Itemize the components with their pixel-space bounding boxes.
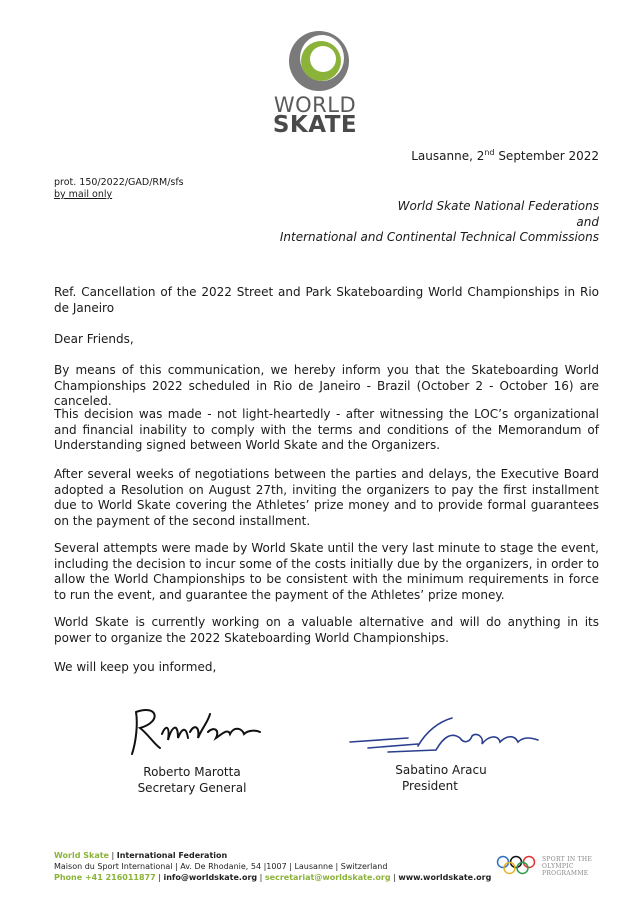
signatory-secretary	[122, 764, 262, 796]
footer-email-info[interactable]: info@worldskate.org	[163, 873, 258, 882]
signatory-president	[376, 762, 506, 794]
delivery-note: by mail only	[54, 189, 113, 200]
olympic-rings-icon	[496, 853, 536, 879]
signature-marotta-icon	[128, 704, 268, 764]
body-paragraph: Several attempts were made by World Skate until the very last minute to stage the event, including the decision to incur some of the costs initially due by the organizers, in order to allow the World Championships to be consistent with the minimum requirements in force to run the event, and guarantee the payment of the Athletes’ prize money.	[54, 541, 599, 602]
footer-separator: |	[390, 873, 399, 882]
footer	[54, 850, 491, 883]
date-prefix: Lausanne, 2	[411, 149, 485, 163]
olympic-programme-label	[542, 856, 592, 877]
date-ordinal: nd	[484, 148, 495, 157]
olympic-text-line: OLYMPIC	[542, 863, 574, 870]
footer-separator: |	[155, 873, 164, 882]
recipient-line: International and Continental Technical Commissions	[279, 230, 599, 244]
recipients-block	[280, 199, 599, 246]
signatory-name: Roberto Marotta	[143, 765, 241, 779]
body-paragraph: World Skate is currently working on a valuable alternative and will do anything in its power to organize the 2022 Skateboarding World Championships.	[54, 615, 599, 645]
footer-separator: |	[108, 851, 117, 860]
olympic-text-line: SPORT IN THE	[542, 856, 593, 863]
footer-org-desc: International Federation	[116, 851, 228, 860]
greeting: Dear Friends,	[54, 332, 134, 346]
footer-line-1	[54, 850, 491, 861]
body-paragraph: By means of this communication, we hereby inform you that the Skateboarding World Championships 2022 scheduled in Rio de Janeiro - Brazil (October 2 - October 16) are canceled.	[54, 363, 599, 408]
footer-website[interactable]: www.worldskate.org	[398, 873, 492, 882]
brand-line-skate: SKATE	[272, 112, 358, 138]
world-skate-logo-icon	[286, 28, 352, 94]
closing-line: We will keep you informed,	[54, 660, 217, 674]
body-paragraph: After several weeks of negotiations between the parties and delays, the Executive Board adopted a Resolution on August 27th, inviting the organizers to pay the first installment due to World Skate covering the Athletes’ prize money and to provide formal guarantees on the payment of the second installment.	[54, 467, 599, 528]
subject-line: Ref. Cancellation of the 2022 Street and Park Skateboarding World Championships in Rio de Janeiro	[54, 285, 599, 315]
signatory-name: Sabatino Aracu	[395, 763, 487, 777]
body-paragraph: This decision was made - not light-heartedly - after witnessing the LOC’s organizational and financial inability to comply with the terms and conditions of the Memorandum of Understanding signed between World Skate and the Organizers.	[54, 407, 599, 452]
footer-address: Maison du Sport International | Av. De Rhodanie, 54 |1007 | Lausanne | Switzerland	[54, 862, 388, 871]
recipient-line: and	[576, 214, 599, 229]
footer-separator: |	[257, 873, 265, 882]
date-suffix: September 2022	[494, 149, 599, 163]
letter-date	[411, 148, 599, 163]
signatory-title: President	[402, 779, 458, 793]
recipient-line: World Skate National Federations	[397, 199, 599, 213]
signature-aracu-icon	[348, 712, 548, 762]
signatory-title: Secretary General	[137, 781, 247, 795]
footer-phone: Phone +41 216011877	[54, 873, 156, 882]
olympic-text-line: PROGRAMME	[542, 870, 589, 877]
footer-line-3	[54, 872, 491, 883]
brand-line-world: WORLD	[273, 93, 357, 117]
protocol-block	[54, 177, 184, 201]
footer-email-secretariat[interactable]: secretariat@worldskate.org	[264, 873, 391, 882]
protocol-ref: prot. 150/2022/GAD/RM/sfs	[54, 177, 184, 188]
footer-org: World Skate	[54, 851, 109, 860]
